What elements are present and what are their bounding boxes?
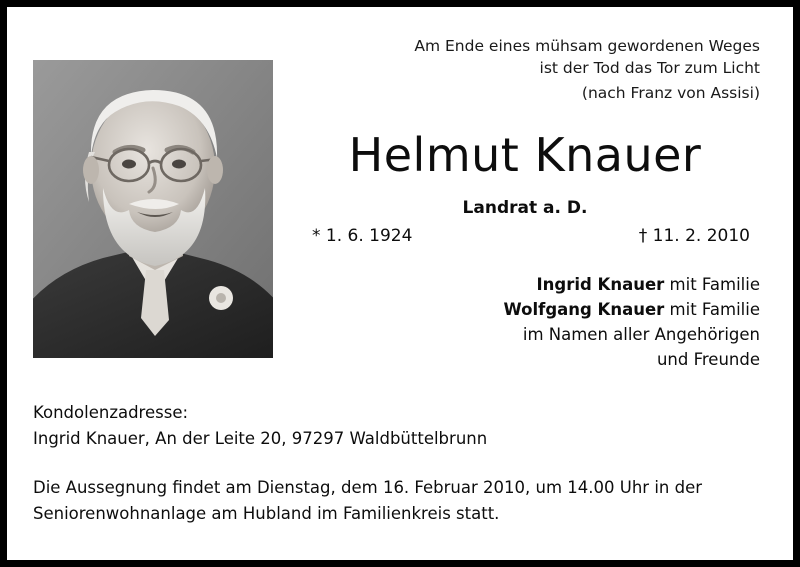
family-suffix-2: mit Familie [664,300,760,320]
service-details [33,475,763,526]
motto-source: (nach Franz von Assisi) [581,83,760,102]
portrait-photo [33,60,273,358]
service-line-2: Seniorenwohnanlage am Hubland im Familienkreis statt. [33,503,500,523]
surviving-family [300,272,760,372]
service-line-1: Die Aussegnung findet am Dienstag, dem 16. Februar 2010, um 14.00 Uhr in der [33,478,703,497]
family-line-2 [300,297,760,322]
deceased-role: Landrat a. D. [462,198,588,218]
deceased-name: Helmut Knauer [348,128,702,182]
death-date: † 11. 2. 2010 [638,226,750,246]
condolence-address: Ingrid Knauer, An der Leite 20, 97297 Waldbüttelbrunn [33,428,488,448]
family-line-3: im Namen aller Angehörigen [522,325,760,345]
family-name-wolfgang: Wolfgang Knauer [503,300,665,320]
family-line-4: und Freunde [656,350,760,370]
birth-date: * 1. 6. 1924 [312,226,413,246]
portrait-illustration [33,60,273,358]
motto-line-2: ist der Tod das Tor zum Licht [539,59,760,78]
condolence-label: Kondolenzadresse: [33,403,189,422]
condolence-block [33,400,753,451]
family-name-ingrid: Ingrid Knauer [536,275,665,294]
life-dates [300,226,760,246]
motto-line-1: Am Ende eines mühsam gewordenen Weges [414,37,760,55]
motto-text [300,35,760,104]
family-line-1 [300,272,760,297]
family-suffix-1: mit Familie [664,275,760,294]
